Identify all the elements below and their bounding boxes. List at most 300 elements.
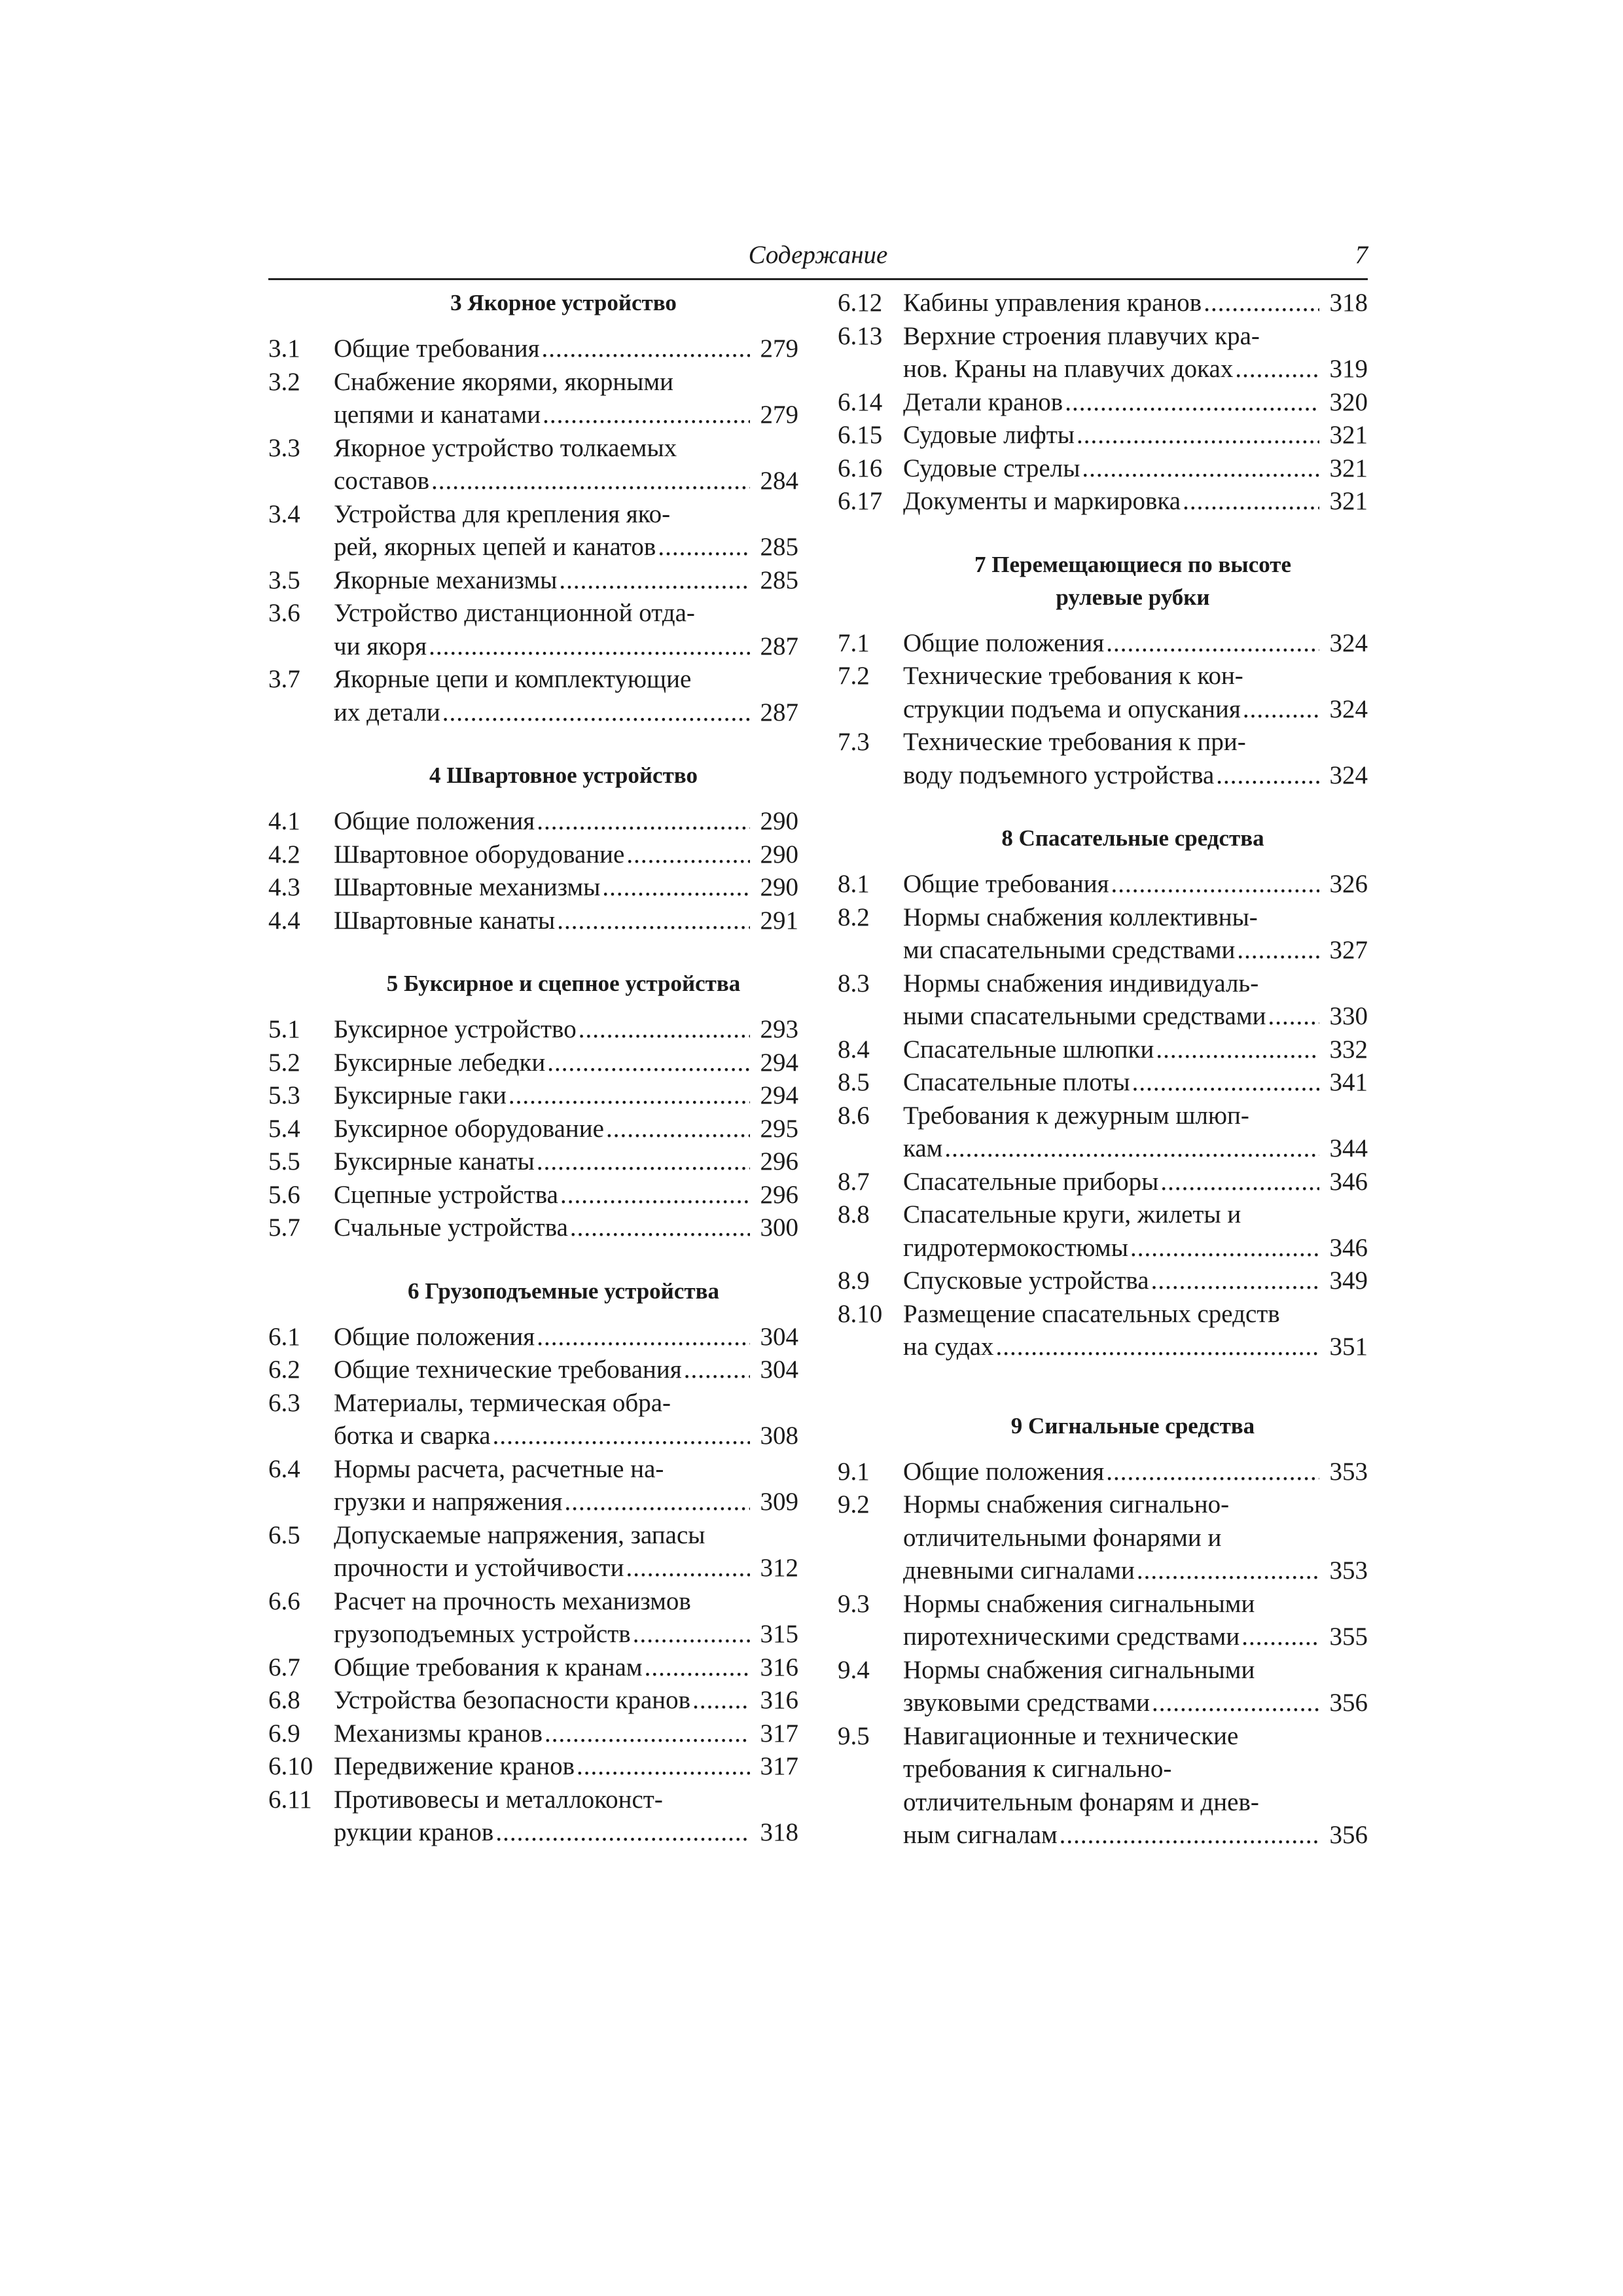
dot-leader (429, 630, 750, 664)
toc-entry-number: 6.5 (268, 1520, 300, 1549)
toc-entry[interactable] (838, 386, 1368, 420)
toc-entry-title-line: гидротермокостюмы (903, 1233, 1128, 1262)
dot-leader (1204, 287, 1319, 320)
toc-entry-title-line: Размещение спасательных средств (903, 1299, 1280, 1328)
toc-entry-page: 321 (1329, 454, 1368, 482)
toc-entry[interactable] (838, 1198, 1368, 1265)
toc-entry[interactable] (268, 1211, 798, 1245)
toc-entry-title-line: отличительным фонарям и днев- (903, 1787, 1259, 1816)
dot-leader (1132, 1066, 1319, 1100)
toc-entry[interactable] (268, 564, 798, 598)
toc-entry-title-line: требования к сигнально- (903, 1755, 1172, 1783)
toc-entry-page: 285 (760, 533, 798, 561)
toc-entry-number: 7.1 (838, 628, 870, 657)
dot-leader (1160, 1166, 1319, 1199)
toc-entry-title-line: Нормы расчета, расчетные на- (334, 1454, 664, 1483)
toc-entry-number: 4.4 (268, 906, 300, 935)
toc-entry[interactable] (838, 627, 1368, 660)
dot-leader (633, 1618, 750, 1651)
dot-leader (559, 564, 750, 598)
toc-entry-title-line: чи якоря (334, 632, 427, 660)
dot-leader (1106, 627, 1319, 660)
toc-entry-title-line: Буксирное оборудование (334, 1114, 604, 1143)
toc-entry-title-line: Требования к дежурным шлюп- (903, 1101, 1249, 1130)
toc-entry-number: 8.9 (838, 1266, 870, 1295)
toc-entry[interactable] (838, 1265, 1368, 1298)
toc-entry-title-line: Общие требования (903, 870, 1109, 898)
toc-entry-page: 356 (1329, 1689, 1368, 1717)
dot-leader (495, 1816, 750, 1850)
toc-entry-page: 287 (760, 698, 798, 726)
dot-leader (645, 1651, 750, 1685)
toc-entry-title-line: Допускаемые напряжения, запасы (334, 1520, 705, 1549)
toc-entry-number: 3.2 (268, 367, 300, 396)
toc-entry-title-line: рей, якорных цепей и канатов (334, 533, 656, 561)
toc-entry-title-line: Буксирное устройство (334, 1015, 577, 1043)
toc-entry[interactable] (838, 660, 1368, 726)
toc-entry-page: 290 (760, 873, 798, 901)
toc-entry-page: 317 (760, 1719, 798, 1748)
dot-leader (1077, 419, 1319, 452)
toc-entry-page: 321 (1329, 487, 1368, 515)
toc-entry-title-line: на судах (903, 1333, 994, 1361)
toc-entry-title-line: Счальные устройства (334, 1213, 568, 1242)
toc-entry-number: 6.9 (268, 1719, 300, 1748)
dot-leader (431, 465, 750, 498)
toc-entry-page: 316 (760, 1653, 798, 1681)
toc-entry-title-line: Судовые стрелы (903, 454, 1080, 482)
dot-leader (542, 332, 750, 366)
toc-entry-title-line: Швартовное оборудование (334, 840, 625, 869)
toc-entry-title-line: Общие положения (334, 807, 535, 835)
toc-entry-title-line: Буксирные канаты (334, 1147, 535, 1175)
toc-entry-number: 6.6 (268, 1587, 300, 1615)
toc-entry-title-line: ными спасательными средствами (903, 1002, 1266, 1030)
toc-entry[interactable] (268, 1179, 798, 1212)
toc-entry-title-line: ми спасательными средствами (903, 936, 1236, 964)
toc-entry[interactable] (838, 1720, 1368, 1852)
dot-leader (564, 1486, 750, 1519)
toc-entry-page: 287 (760, 632, 798, 660)
toc-entry[interactable] (268, 1321, 798, 1354)
dot-leader (1152, 1687, 1319, 1720)
toc-entry[interactable] (838, 287, 1368, 320)
toc-entry[interactable] (268, 498, 798, 564)
toc-entry-list (268, 1321, 798, 1850)
toc-entry-page: 324 (1329, 628, 1368, 657)
toc-entry-title-line: Якорные механизмы (334, 565, 558, 594)
toc-entry-page: 315 (760, 1620, 798, 1648)
toc-entry[interactable] (268, 1013, 798, 1047)
dot-leader (1137, 1554, 1319, 1588)
toc-entry[interactable] (268, 1684, 798, 1717)
dot-leader (692, 1684, 750, 1717)
toc-entry[interactable] (268, 1519, 798, 1585)
toc-entry-page: 290 (760, 807, 798, 835)
dot-leader (944, 1132, 1319, 1166)
dot-leader (577, 1750, 750, 1784)
dot-leader (995, 1331, 1319, 1364)
toc-entry[interactable] (268, 432, 798, 498)
toc-entry-title-line: Буксирные лебедки (334, 1048, 546, 1077)
dot-leader (1241, 1621, 1319, 1654)
toc-entry[interactable] (838, 419, 1368, 452)
toc-entry-title-line: составов (334, 467, 429, 495)
toc-entry[interactable] (838, 452, 1368, 486)
dot-leader (1106, 1456, 1319, 1489)
toc-entry-page: 295 (760, 1114, 798, 1143)
section-heading-line: 6 Грузоподъемные устройства (408, 1278, 719, 1304)
toc-entry[interactable] (268, 871, 798, 905)
toc-entry[interactable] (268, 663, 798, 729)
toc-entry-title-line: Общие положения (903, 1457, 1105, 1486)
toc-entry-number: 8.5 (838, 1068, 870, 1096)
toc-entry-page: 312 (760, 1554, 798, 1582)
toc-entry-number: 7.3 (838, 728, 870, 756)
toc-entry-page: 344 (1329, 1134, 1368, 1162)
toc-entry-number: 6.17 (838, 487, 883, 515)
toc-entry[interactable] (838, 967, 1368, 1033)
toc-entry-title-line: Спасательные плоты (903, 1068, 1130, 1096)
toc-entry-title-line: Документы и маркировка (903, 487, 1181, 515)
toc-entry-title-line: Материалы, термическая обра- (334, 1388, 671, 1417)
toc-entry-title-line: Расчет на прочность механизмов (334, 1587, 691, 1615)
toc-entry-number: 3.3 (268, 433, 300, 462)
toc-entry-title-line: Устройства безопасности кранов (334, 1686, 691, 1714)
section-heading (838, 1410, 1368, 1443)
toc-entry-page: 317 (760, 1752, 798, 1780)
toc-entry-title-line: грузоподъемных устройств (334, 1620, 631, 1648)
dot-leader (544, 1717, 750, 1751)
toc-entry-title-line: Общие требования (334, 334, 540, 363)
dot-leader (493, 1420, 750, 1453)
toc-entry-title-line: звуковыми средствами (903, 1689, 1150, 1717)
toc-entry-title-line: Нормы снабжения индивидуаль- (903, 969, 1259, 997)
toc-entry-number: 3.5 (268, 565, 300, 594)
toc-entry-title-line: Спусковые устройства (903, 1266, 1149, 1295)
toc-entry-title-line: Общие положения (334, 1322, 535, 1351)
toc-entry[interactable] (838, 868, 1368, 901)
toc-entry[interactable] (268, 597, 798, 663)
toc-entry-page: 285 (760, 565, 798, 594)
toc-entry-number: 8.2 (838, 903, 870, 931)
toc-entry[interactable] (838, 1488, 1368, 1588)
toc-entry-title-line: Детали кранов (903, 387, 1063, 416)
toc-entry-number: 4.2 (268, 840, 300, 869)
toc-entry-number: 6.7 (268, 1653, 300, 1681)
toc-entry-page: 309 (760, 1488, 798, 1516)
toc-entry[interactable] (838, 1654, 1368, 1720)
toc-entry-title-line: рукции кранов (334, 1818, 494, 1846)
toc-entry-number: 8.4 (838, 1035, 870, 1064)
toc-entry-title-line: Снабжение якорями, якорными (334, 367, 674, 396)
dot-leader (537, 1321, 750, 1354)
toc-entry-page: 308 (760, 1422, 798, 1450)
toc-entry-page: 296 (760, 1180, 798, 1209)
toc-entry-title-line: струкции подъема и опускания (903, 694, 1241, 723)
toc-entry-page: 279 (760, 334, 798, 363)
dot-leader (626, 1552, 750, 1585)
toc-entry-number: 9.3 (838, 1589, 870, 1618)
page-number: 7 (1355, 241, 1368, 269)
toc-entry-page: 355 (1329, 1623, 1368, 1651)
toc-entry-list (838, 287, 1368, 518)
section-heading-line: 3 Якорное устройство (450, 290, 677, 315)
toc-entry-title-line: Механизмы кранов (334, 1719, 543, 1748)
toc-entry-number: 6.11 (268, 1785, 312, 1814)
toc-entry-list (268, 1013, 798, 1245)
toc-entry-page: 304 (760, 1355, 798, 1384)
toc-entry[interactable] (268, 1585, 798, 1651)
toc-entry[interactable] (268, 905, 798, 938)
toc-entry-page: 291 (760, 906, 798, 935)
toc-entry[interactable] (268, 1387, 798, 1453)
toc-entry-title-line: нов. Краны на плавучих доках (903, 355, 1234, 383)
toc-entry[interactable] (268, 1453, 798, 1519)
toc-entry[interactable] (838, 1066, 1368, 1100)
toc-entry[interactable] (838, 1588, 1368, 1654)
dot-leader (537, 805, 750, 838)
toc-entry-page: 356 (1329, 1821, 1368, 1849)
toc-entry-page: 294 (760, 1048, 798, 1077)
toc-entry[interactable] (268, 1750, 798, 1784)
toc-entry[interactable] (268, 1354, 798, 1387)
section-heading-line: 7 Перемещающиеся по высоте (974, 551, 1292, 577)
toc-entry-title-line: Нормы снабжения коллективны- (903, 903, 1258, 931)
toc-left-column (268, 287, 798, 1850)
toc-entry[interactable] (268, 1651, 798, 1685)
toc-entry-title-line: Спасательные приборы (903, 1167, 1159, 1196)
toc-entry-title-line: Устройство дистанционной отда- (334, 599, 695, 627)
running-header (268, 239, 1368, 280)
toc-entry-number: 5.2 (268, 1048, 300, 1077)
toc-entry-title-line: Буксирные гаки (334, 1081, 507, 1109)
toc-entry-number: 3.4 (268, 499, 300, 528)
toc-entry-title-line: Общие технические требования (334, 1355, 682, 1384)
dot-leader (1235, 353, 1319, 386)
toc-entry-number: 5.4 (268, 1114, 300, 1143)
dot-leader (658, 531, 750, 564)
toc-entry-title-line: Нормы снабжения сигнальными (903, 1655, 1255, 1684)
toc-entry[interactable] (268, 1113, 798, 1146)
toc-entry-title-line: грузки и напряжения (334, 1488, 563, 1516)
toc-entry-page: 349 (1329, 1266, 1368, 1295)
toc-entry-list (838, 627, 1368, 793)
toc-entry-title-line: пиротехническими средствами (903, 1623, 1240, 1651)
section-heading (268, 967, 798, 1000)
dot-leader (579, 1013, 750, 1047)
toc-entry[interactable] (268, 805, 798, 838)
toc-entry-title-line: Спасательные шлюпки (903, 1035, 1154, 1064)
dot-leader (606, 1113, 750, 1146)
toc-entry-page: 320 (1329, 387, 1368, 416)
dot-leader (570, 1211, 750, 1245)
toc-entry-page: 316 (760, 1686, 798, 1714)
toc-entry-number: 6.10 (268, 1752, 313, 1780)
toc-entry-number: 5.1 (268, 1015, 300, 1043)
toc-entry-number: 5.6 (268, 1180, 300, 1209)
toc-entry[interactable] (838, 1298, 1368, 1364)
toc-entry-page: 318 (1329, 289, 1368, 317)
toc-entry-number: 5.5 (268, 1147, 300, 1175)
toc-entry-number: 3.6 (268, 599, 300, 627)
section-heading (268, 759, 798, 792)
toc-entry[interactable] (838, 1456, 1368, 1489)
toc-entry[interactable] (838, 1100, 1368, 1166)
dot-leader (1183, 485, 1319, 518)
toc-entry-page: 346 (1329, 1233, 1368, 1262)
toc-entry-list (838, 1456, 1368, 1852)
toc-entry-list (838, 868, 1368, 1364)
toc-entry-number: 4.3 (268, 873, 300, 901)
toc-entry-title-line: дневными сигналами (903, 1556, 1135, 1585)
toc-entry-page: 324 (1329, 694, 1368, 723)
toc-entry[interactable] (268, 366, 798, 432)
toc-entry-title-line: ботка и сварка (334, 1422, 491, 1450)
toc-entry[interactable] (268, 838, 798, 872)
toc-entry-number: 8.10 (838, 1299, 883, 1328)
toc-entry-title-line: ным сигналам (903, 1821, 1058, 1849)
toc-entry-title-line: Швартовные механизмы (334, 873, 601, 901)
dot-leader (1065, 386, 1319, 420)
dot-leader (1237, 934, 1319, 967)
toc-entry[interactable] (838, 726, 1368, 792)
toc-entry[interactable] (268, 332, 798, 366)
toc-entry-number: 7.2 (838, 662, 870, 690)
toc-entry-title-line: Якорные цепи и комплектующие (334, 665, 692, 693)
toc-entry-number: 6.2 (268, 1355, 300, 1384)
toc-entry-title-line: их детали (334, 698, 440, 726)
toc-entry-number: 8.8 (838, 1200, 870, 1229)
toc-entry-title-line: Швартовные канаты (334, 906, 556, 935)
toc-entry-number: 8.6 (838, 1101, 870, 1130)
toc-entry-page: 326 (1329, 870, 1368, 898)
toc-entry-page: 318 (760, 1818, 798, 1846)
section-heading-line: рулевые рубки (1056, 584, 1210, 610)
toc-entry-page: 293 (760, 1015, 798, 1043)
toc-entry-title-line: Противовесы и металлоконст- (334, 1785, 663, 1814)
dot-leader (1082, 452, 1319, 486)
section-heading (268, 1275, 798, 1308)
toc-entry-title-line: кам (903, 1134, 943, 1162)
toc-entry-list (268, 805, 798, 937)
dot-leader (508, 1079, 750, 1113)
toc-entry-number: 6.15 (838, 421, 883, 449)
section-heading-line: 4 Швартовное устройство (429, 762, 698, 788)
toc-entry[interactable] (838, 485, 1368, 518)
toc-entry-page: 353 (1329, 1457, 1368, 1486)
toc-entry-title-line: Устройства для крепления яко- (334, 499, 671, 528)
toc-entry-page: 296 (760, 1147, 798, 1175)
toc-entry-page: 341 (1329, 1068, 1368, 1096)
toc-entry-number: 6.16 (838, 454, 883, 482)
toc-entry-number: 6.12 (838, 289, 883, 317)
dot-leader (1243, 693, 1319, 726)
dot-leader (547, 1047, 750, 1080)
dot-leader (1156, 1033, 1319, 1067)
toc-entry-number: 4.1 (268, 807, 300, 835)
toc-entry-number: 5.3 (268, 1081, 300, 1109)
toc-entry-title-line: Передвижение кранов (334, 1752, 575, 1780)
toc-entry-number: 5.7 (268, 1213, 300, 1242)
toc-entry-page: 290 (760, 840, 798, 869)
toc-entry[interactable] (838, 1033, 1368, 1067)
toc-entry[interactable] (268, 1047, 798, 1080)
toc-entry-number: 8.1 (838, 870, 870, 898)
dot-leader (1130, 1232, 1319, 1265)
toc-entry-number: 9.4 (838, 1655, 870, 1684)
dot-leader (543, 399, 750, 432)
toc-entry-number: 6.13 (838, 321, 883, 350)
toc-entry-title-line: воду подъемного устройства (903, 761, 1215, 789)
section-heading (838, 822, 1368, 855)
toc-entry-page: 330 (1329, 1002, 1368, 1030)
toc-right-column (838, 287, 1368, 1852)
toc-entry-page: 284 (760, 467, 798, 495)
dot-leader (560, 1179, 750, 1212)
toc-entry-page: 300 (760, 1213, 798, 1242)
toc-entry-title-line: цепями и канатами (334, 401, 541, 429)
toc-entry-number: 6.14 (838, 387, 883, 416)
toc-entry[interactable] (838, 901, 1368, 967)
toc-entry-page: 332 (1329, 1035, 1368, 1064)
section-heading-line: 8 Спасательные средства (1001, 825, 1264, 851)
toc-entry-page: 319 (1329, 355, 1368, 383)
toc-entry-title-line: Общие положения (903, 628, 1105, 657)
dot-leader (1111, 868, 1319, 901)
dot-leader (684, 1354, 750, 1387)
toc-entry-number: 9.2 (838, 1490, 870, 1518)
toc-entry-number: 6.3 (268, 1388, 300, 1417)
toc-entry-title-line: Судовые лифты (903, 421, 1075, 449)
dot-leader (537, 1145, 750, 1179)
toc-entry-title-line: Навигационные и технические (903, 1721, 1239, 1750)
toc-entry-number: 6.1 (268, 1322, 300, 1351)
toc-entry[interactable] (268, 1784, 798, 1850)
toc-entry-title-line: Нормы снабжения сигнальными (903, 1589, 1255, 1618)
toc-entry-page: 294 (760, 1081, 798, 1109)
toc-entry-page: 327 (1329, 936, 1368, 964)
toc-entry-page: 346 (1329, 1167, 1368, 1196)
toc-entry[interactable] (268, 1079, 798, 1113)
toc-entry-number: 3.1 (268, 334, 300, 363)
dot-leader (602, 871, 750, 905)
toc-entry[interactable] (838, 320, 1368, 386)
toc-entry[interactable] (268, 1717, 798, 1751)
dot-leader (557, 905, 750, 938)
dot-leader (1151, 1265, 1319, 1298)
toc-entry-title-line: Сцепные устройства (334, 1180, 558, 1209)
toc-entry-title-line: прочности и устойчивости (334, 1554, 624, 1582)
toc-entry-title-line: Технические требования к при- (903, 728, 1246, 756)
section-heading (838, 548, 1368, 614)
toc-entry-list (268, 332, 798, 729)
toc-entry-page: 353 (1329, 1556, 1368, 1585)
toc-entry-title-line: Спасательные круги, жилеты и (903, 1200, 1241, 1229)
toc-entry-page: 304 (760, 1322, 798, 1351)
toc-entry-number: 8.7 (838, 1167, 870, 1196)
toc-entry-number: 6.4 (268, 1454, 300, 1483)
section-heading-line: 9 Сигнальные средства (1010, 1412, 1255, 1439)
toc-entry-page: 324 (1329, 761, 1368, 789)
dot-leader (1216, 759, 1319, 793)
toc-entry-title-line: Кабины управления кранов (903, 289, 1202, 317)
toc-entry-number: 3.7 (268, 665, 300, 693)
toc-entry-title-line: Верхние строения плавучих кра- (903, 321, 1260, 350)
toc-entry[interactable] (838, 1166, 1368, 1199)
toc-entry-number: 6.8 (268, 1686, 300, 1714)
toc-entry[interactable] (268, 1145, 798, 1179)
